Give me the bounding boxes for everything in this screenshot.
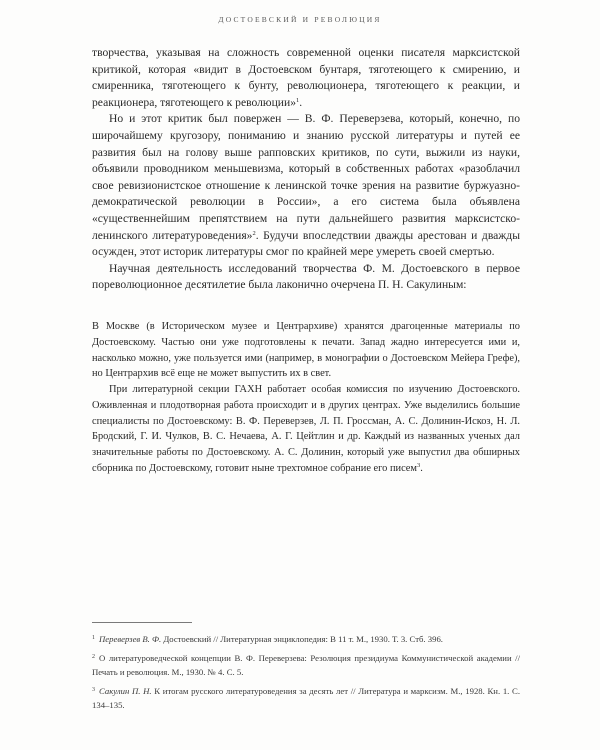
running-head: ДОСТОЕВСКИЙ И РЕВОЛЮЦИЯ (218, 15, 382, 24)
block-quote (92, 319, 520, 477)
main-text (92, 45, 520, 477)
footnote-1: $^1$ Переверзев В. Ф. Достоевский // Литературная энциклопедия: В 11 т. М., 1930. Т. 3. Стб. 396. (92, 634, 443, 644)
footnote-ref-2[interactable]: 2 (252, 229, 256, 237)
footnote-3: $^3$ Сакулин П. Н. К итогам русского литературоведения за десять лет // Литература и марксизм. М., 1928. Кн. 1. С. 134–135. (92, 686, 520, 710)
paragraph-1: творчества, указывая на сложность современной оценки писателя марксистской критикой, которая «видит в Достоевском бунтаря, тяготеющего к смирению, и смиренника, тяготеющего к бунту, революционера, тяготеющего к реакции, и реакционера, тяготеющего к революции»$^1$. (92, 46, 520, 109)
quote-paragraph-2: При литературной секции ГАХН работает особая комиссия по изучению Достоевского. Оживленная и плодотворная работа происходит и в других центрах. Уже выделились большие специалисты по Достоевскому: В. Ф. Переверзев, Л. П. Гроссман, А. С. Долинин-Искоз, Н. Л. Бродский, Г. И. Чулков, В. С. Нечаева, А. Г. Цейтлин и др. Каждый из названных ученых дал значительные работы по Достоевскому. А. С. Долинин, который уже выпустил два обширных сборника по Достоевскому, готовит ныне трехтомное собрание его писем$^3$. (92, 384, 520, 475)
paragraph-3: Научная деятельность исследований творчества Ф. М. Достоевского в первое пореволюционное десятилетие была лаконично очерчена П. Н. Сакулиным: (92, 261, 520, 292)
quote-paragraph-1: В Москве (в Историческом музее и Центрархиве) хранятся драгоценные материалы по Достоевскому. Частью они уже подготовлены к печати. Запад жадно интересуется ими и, насколько можно, уже пользуется ими (например, в монографии о Достоевском Мейера Грефе), но Центрархив всё еще не может выпустить их в свет. (92, 320, 520, 380)
footnote-2: $^2$ О литературоведческой концепции В. Ф. Переверзева: Резолюция президиума Коммунистической академии // Печать и революция. М., 1930. № 4. С. 5. (92, 653, 520, 677)
footnote-ref-1[interactable]: 1 (296, 96, 300, 104)
footnotes (92, 632, 520, 717)
paragraph-2: Но и этот критик был повержен — В. Ф. Переверзева, который, конечно, по широчайшему кругозору, пониманию и знанию русской литературы и путей ее развития был на голову выше рапповских критиков, по сути, выжили из науки, объявили проводником меньшевизма, который в собственных работах «разоблачил свое ревизионистское отношение к ленинской точке зрения на развитие буржуазно-демократической революции в России», а его система была объявлена «существеннейшим препятствием на пути дальнейшего развития марксистско-ленинского литературоведения»$^2$. Будучи впоследствии дважды арестован и дважды осужден, этот историк литературы смог по крайней мере умереть своей смертью. (92, 112, 520, 259)
footnote-divider (92, 622, 192, 623)
footnote-ref-3[interactable]: 3 (417, 462, 421, 470)
